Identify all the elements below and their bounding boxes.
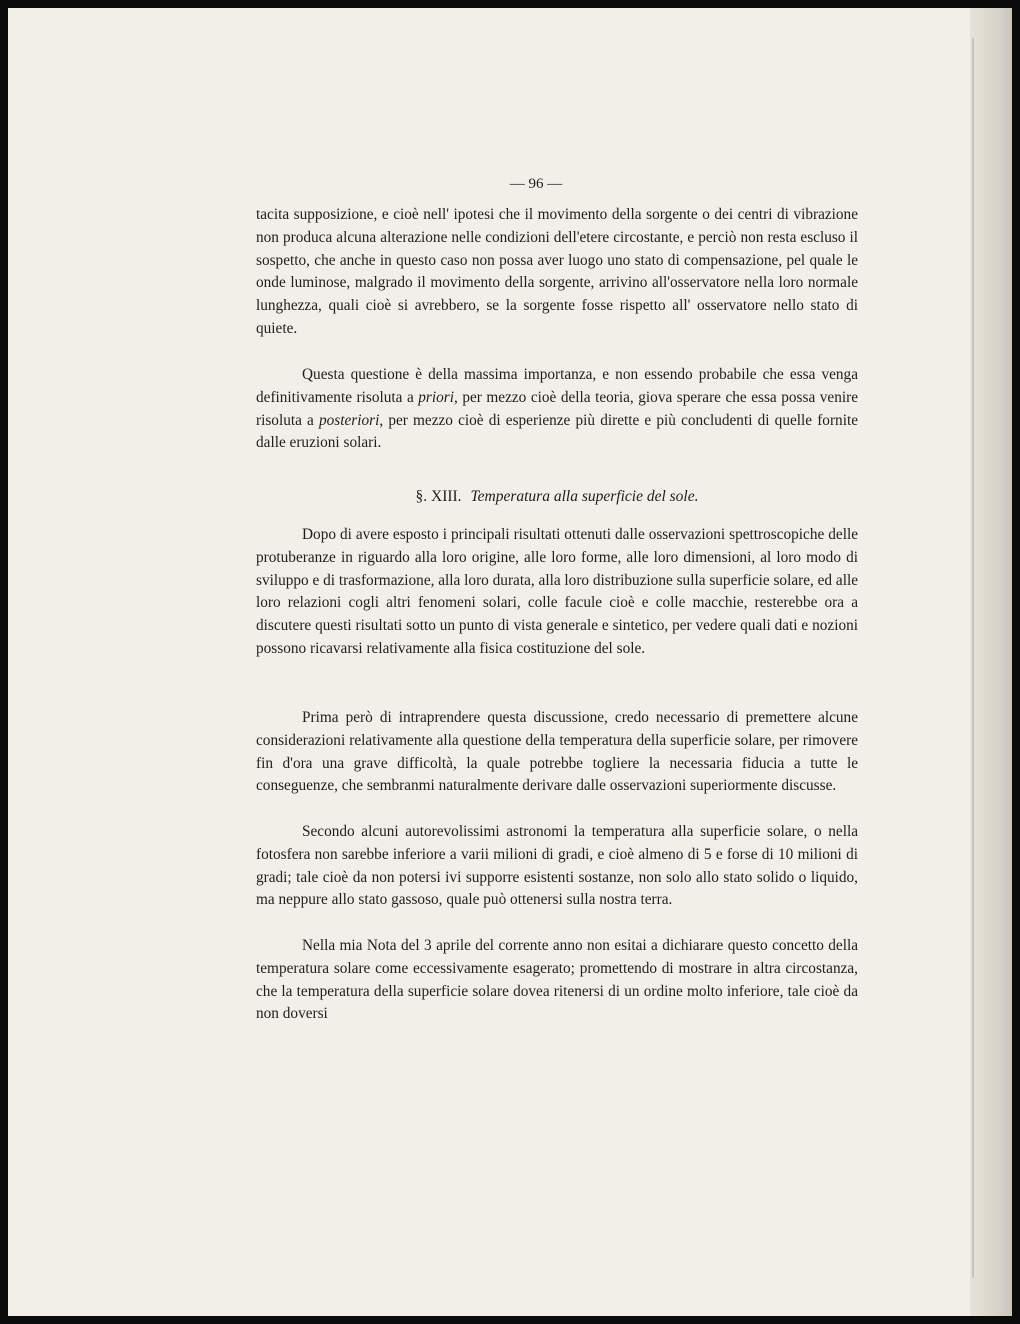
paragraph-prima [256,707,858,798]
page-number: — 96 — [509,176,563,192]
italic-run: priori [418,388,454,406]
paragraph-questione [256,364,858,455]
section-heading [256,486,858,508]
text-run: , per mezzo cioè della teoria, giova sperare che essa possa venire risoluta a [256,388,858,429]
paragraph-text: tacita supposizione, e cioè nell' ipotesi che il movimento della sorgente o dei centri di vibrazione non produca alcuna alterazione nelle condizioni dell'etere circostante, e perciò non resta escluso il sospetto, che anche in questo caso non possa aver luogo uno stato di compensazione, pel quale le onde luminose, malgrado il movimento della sorgente, arrivino all'osservatore nella loro normale lunghezza, quali cioè si avrebbero, se la sorgente fosse rispetto all' osservatore nello stato di quiete. [256,206,858,337]
paragraph-dopo [256,524,858,661]
paragraph-continuation [256,204,858,341]
paragraph-body [256,364,858,455]
section-title: Temperatura alla superficie del sole. [470,488,699,505]
paragraph-text: Dopo di avere esposto i principali risultati ottenuti dalle osservazioni spettroscopiche delle protuberanze in riguardo alla loro origine, alle loro forme, alle loro dimensioni, al loro modo di sviluppo e di trasformazione, alla loro durata, alla loro distribuzione sulla superficie solare, ed alle loro relazioni cogli altri fenomeni solari, colle facule cioè e colle macchie, resterebbe ora a discutere questi risultati sotto un punto di vista generale e sintetico, per vedere quali dati e nozioni possono ricavarsi relativamente alla fisica costituzione del sole. [256,526,858,657]
page-fold-line [972,38,974,1278]
section-number: §. XIII. [415,488,462,505]
text-run: Questa questione è della massima importanza, e non essendo probabile che essa venga definitivamente risoluta a [256,366,858,406]
paragraph-text: Secondo alcuni autorevolissimi astronomi la temperatura alla superficie solare, o nella fotosfera non sarebbe inferiore a varii milioni di gradi, e cioè almeno di 5 e forse di 10 milioni di gradi; tale cioè da non potersi ivi supporre esistenti sostanze, non solo allo stato solido o liquido, ma neppure allo stato gassoso, quale può ottenersi sulla nostra terra. [256,823,858,909]
italic-run: posteriori [319,411,380,429]
paragraph-text: Nella mia Nota del 3 aprile del corrente anno non esitai a dichiarare questo concetto della temperatura solare come eccessivamente esagerato; promettendo di mostrare in altra circostanza, che la temperatura della superficie solare dovea ritenersi di un ordine molto inferiore, tale cioè da non doversi [256,937,858,1023]
book-spine-edge [996,8,1012,1316]
paragraph-text: Prima però di intraprendere questa discussione, credo necessario di premettere alcune considerazioni relativamente alla questione della temperatura della superficie solare, per rimovere fin d'ora una grave difficoltà, la quale potrebbe togliere la necessaria fiducia a tutte le conseguenze, che sembranmi naturalmente derivare dalle osservazioni superiormente discusse. [256,709,858,795]
text-run: , per mezzo cioè di esperienze più dirette e più concludenti di quelle fornite dalle eruzioni solari. [256,411,858,452]
paragraph-nella [256,935,858,1026]
paragraph-secondo [256,821,858,912]
scanned-page [8,8,996,1316]
